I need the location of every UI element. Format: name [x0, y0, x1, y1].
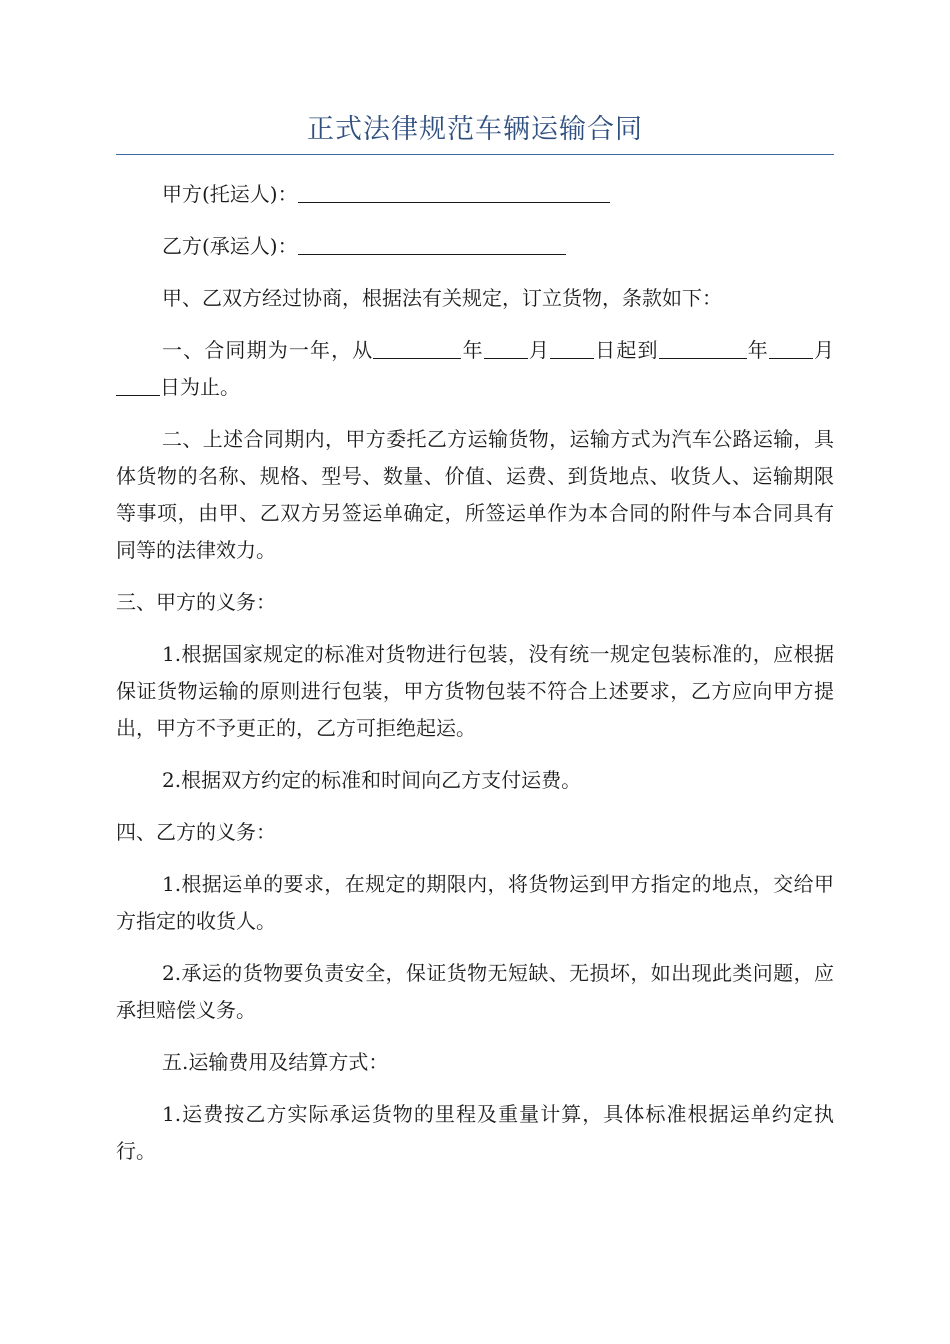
title-underline	[116, 154, 834, 155]
document-body	[116, 176, 834, 1185]
section-4-item-2: 2.承运的货物要负责安全，保证货物无短缺、无损坏，如出现此类问题，应承担赔偿义务。	[116, 961, 834, 1022]
section-5-heading: 五.运输费用及结算方式：	[162, 1050, 389, 1074]
start-year-blank	[373, 334, 461, 359]
party-b-label: 乙方(承运人)：	[162, 234, 298, 258]
party-a-blank	[298, 178, 610, 203]
clause-1-paragraph	[116, 332, 834, 406]
intro-paragraph: 甲、乙双方经过协商，根据法有关规定，订立货物，条款如下：	[162, 286, 722, 310]
section-4-item-1: 1.根据运单的要求，在规定的期限内，将货物运到甲方指定的地点，交给甲方指定的收货人。	[116, 872, 834, 933]
start-day-label: 日起到	[594, 338, 659, 362]
end-year-label: 年	[746, 338, 769, 362]
section-3-item-2: 2.根据双方约定的标准和时间向乙方支付运费。	[162, 768, 582, 792]
party-a-label: 甲方(托运人)：	[162, 182, 298, 206]
section-3-heading: 三、甲方的义务：	[116, 590, 276, 614]
section-5-item-1: 1.运费按乙方实际承运货物的里程及重量计算，具体标准根据运单约定执行。	[116, 1102, 834, 1163]
start-year-label: 年	[461, 338, 484, 362]
party-b-blank	[298, 230, 566, 255]
clause-2-paragraph: 二、上述合同期内，甲方委托乙方运输货物，运输方式为汽车公路运输，具体货物的名称、规格、型号、数量、价值、运费、到货地点、收货人、运输期限等事项，由甲、乙双方另签运单确定，所签运单作为本合同的附件与本合同具有同等的法律效力。	[116, 427, 834, 562]
start-month-label: 月	[527, 338, 551, 362]
document-title: 正式法律规范车辆运输合同	[307, 114, 643, 145]
end-month-label: 月	[812, 338, 835, 362]
clause-1-prefix: 一、合同期为一年，从	[162, 338, 374, 362]
end-day-blank	[116, 371, 160, 396]
end-day-label: 日为止。	[160, 375, 240, 399]
party-a-line	[116, 176, 834, 213]
start-month-blank	[484, 334, 528, 359]
start-day-blank	[550, 334, 594, 359]
section-4-heading: 四、乙方的义务：	[116, 820, 276, 844]
end-year-blank	[659, 334, 747, 359]
section-3-item-1: 1.根据国家规定的标准对货物进行包装，没有统一规定包装标准的，应根据保证货物运输的原则进行包装，甲方货物包装不符合上述要求，乙方应向甲方提出，甲方不予更正的，乙方可拒绝起运。	[116, 642, 834, 740]
end-month-blank	[769, 334, 813, 359]
party-b-line	[116, 228, 834, 265]
